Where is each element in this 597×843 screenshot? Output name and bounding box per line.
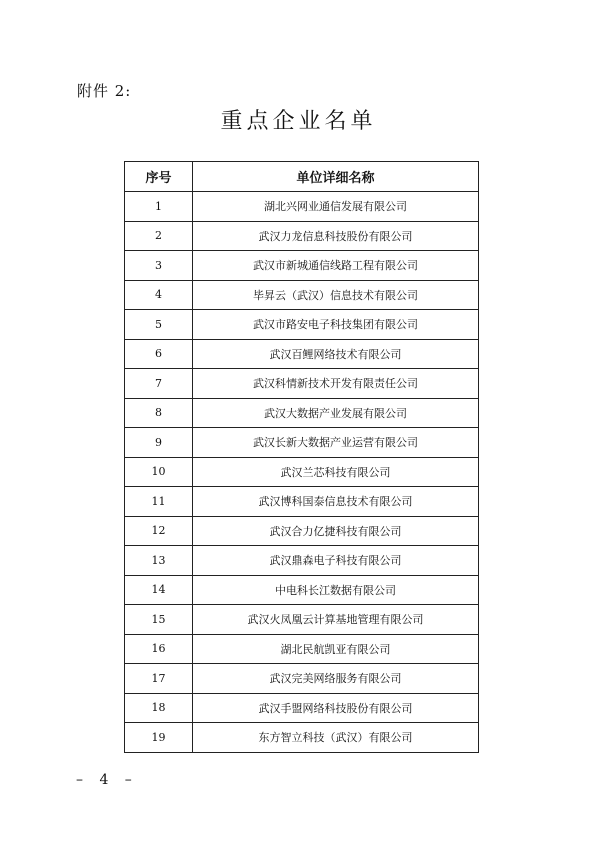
company-name: 武汉大数据产业发展有限公司 [193,398,479,428]
row-number: 3 [125,251,193,281]
company-name: 武汉手盟网络科技股份有限公司 [193,693,479,723]
row-number: 17 [125,664,193,694]
row-number: 14 [125,575,193,605]
company-name: 武汉火凤凰云计算基地管理有限公司 [193,605,479,635]
row-number: 13 [125,546,193,576]
table-row [125,664,479,694]
company-name: 中电科长江数据有限公司 [193,575,479,605]
company-name: 武汉力龙信息科技股份有限公司 [193,221,479,251]
company-name: 武汉市路安电子科技集团有限公司 [193,310,479,340]
company-name: 东方智立科技（武汉）有限公司 [193,723,479,753]
table-row [125,605,479,635]
company-name: 武汉科情新技术开发有限责任公司 [193,369,479,399]
company-name: 武汉长新大数据产业运营有限公司 [193,428,479,458]
company-name: 武汉博科国泰信息技术有限公司 [193,487,479,517]
table-row [125,192,479,222]
row-number: 1 [125,192,193,222]
attachment-label: 附件 2: [77,82,132,100]
company-name: 武汉合力亿捷科技有限公司 [193,516,479,546]
row-number: 7 [125,369,193,399]
table-row [125,428,479,458]
table-row [125,546,479,576]
row-number: 11 [125,487,193,517]
table-row [125,693,479,723]
table-row [125,634,479,664]
document-title: 重点企业名单 [220,109,377,134]
table-row [125,369,479,399]
row-number: 19 [125,723,193,753]
company-name: 武汉鼎森电子科技有限公司 [193,546,479,576]
table-row [125,575,479,605]
table-row [125,487,479,517]
row-number: 8 [125,398,193,428]
row-number: 10 [125,457,193,487]
page-number: – 4 – [76,772,138,788]
company-name: 武汉市新城通信线路工程有限公司 [193,251,479,281]
table-row [125,398,479,428]
row-number: 5 [125,310,193,340]
row-number: 16 [125,634,193,664]
table-row [125,310,479,340]
column-header-name: 单位详细名称 [193,162,479,192]
row-number: 18 [125,693,193,723]
table-row [125,280,479,310]
table-row [125,516,479,546]
row-number: 2 [125,221,193,251]
company-name: 武汉兰芯科技有限公司 [193,457,479,487]
table-header-row [125,162,479,192]
row-number: 12 [125,516,193,546]
table-row [125,221,479,251]
company-name: 湖北兴网业通信发展有限公司 [193,192,479,222]
enterprise-table [124,161,479,753]
company-name: 湖北民航凯亚有限公司 [193,634,479,664]
table-row [125,723,479,753]
column-header-number: 序号 [125,162,193,192]
company-name: 武汉完美网络服务有限公司 [193,664,479,694]
row-number: 9 [125,428,193,458]
company-name: 武汉百鲤网络技术有限公司 [193,339,479,369]
row-number: 4 [125,280,193,310]
row-number: 15 [125,605,193,635]
row-number: 6 [125,339,193,369]
table-row [125,251,479,281]
table-row [125,457,479,487]
table-row [125,339,479,369]
company-name: 毕昇云（武汉）信息技术有限公司 [193,280,479,310]
